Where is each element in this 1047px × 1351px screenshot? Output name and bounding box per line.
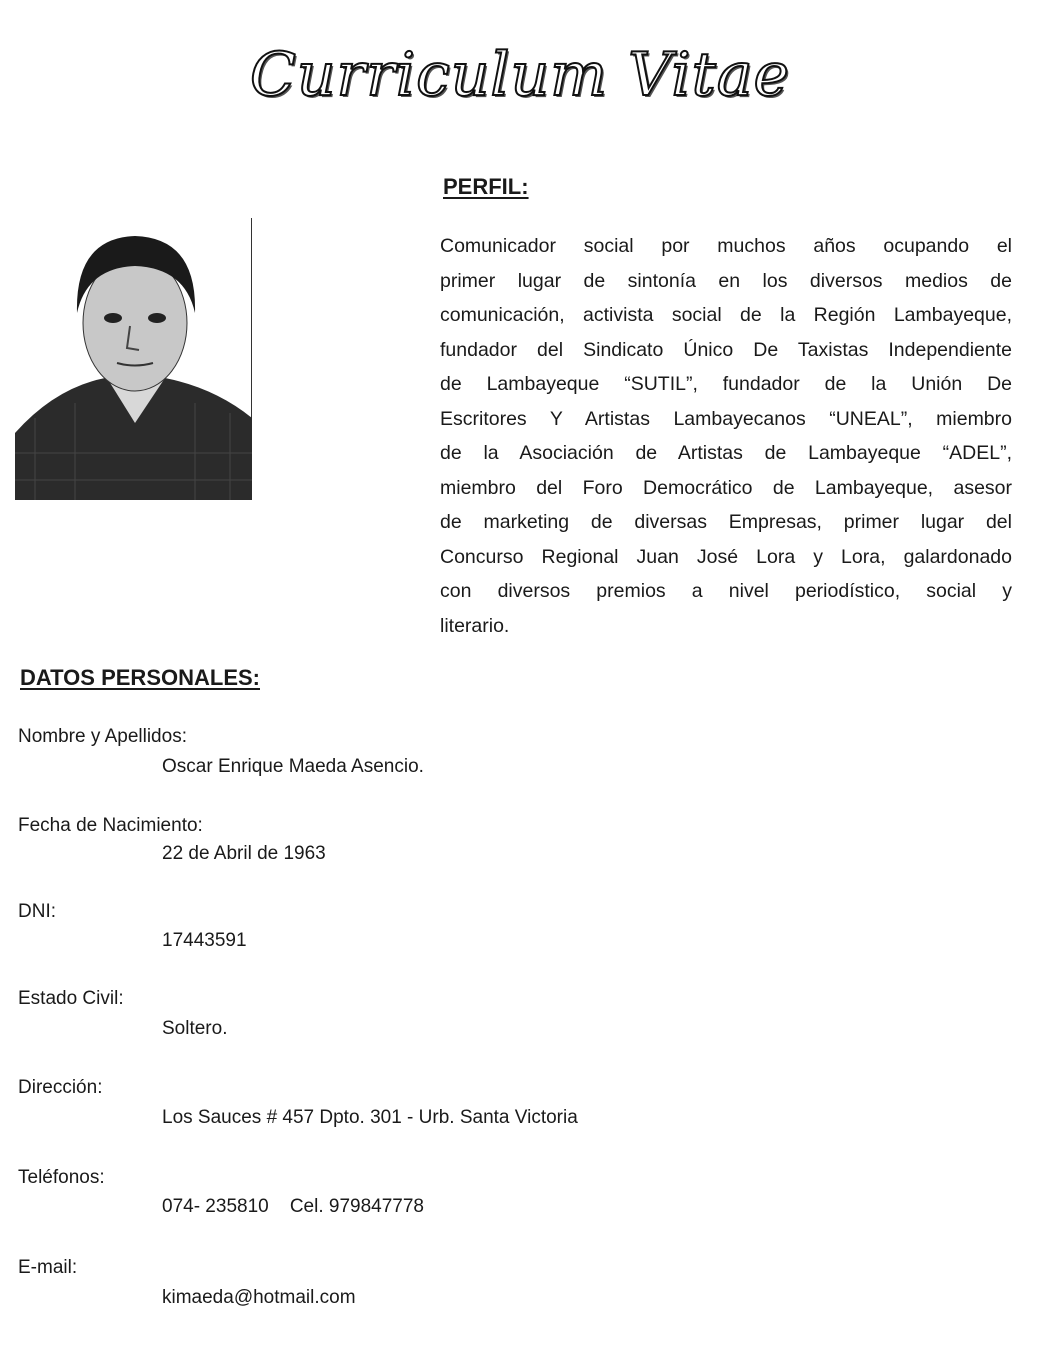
telefonos-label: Teléfonos: — [18, 1167, 105, 1188]
direccion-label: Dirección: — [18, 1077, 103, 1098]
email-label: E-mail: — [18, 1257, 78, 1278]
perfil-line: de marketing de diversas Empresas, primer lugar del — [440, 511, 1012, 533]
telefonos-value: 074- 235810 Cel. 979847778 — [162, 1196, 424, 1217]
fecha-nacimiento-value: 22 de Abril de 1963 — [162, 843, 326, 864]
nombre-value: Oscar Enrique Maeda Asencio. — [162, 756, 424, 777]
profile-photo — [15, 218, 252, 500]
perfil-line: miembro del Foro Democrático de Lambayeque, asesor — [440, 476, 1012, 499]
perfil-line: Escritores Y Artistas Lambayecanos “UNEAL”, miembro — [440, 407, 1012, 430]
perfil-line: literario. — [440, 614, 510, 637]
perfil-line: fundador del Sindicato Único De Taxistas Independiente — [440, 338, 1012, 361]
direccion-value: Los Sauces # 457 Dpto. 301 - Urb. Santa Victoria — [162, 1107, 578, 1128]
perfil-line: comunicación, activista social de la Región Lambayeque, — [440, 304, 1012, 326]
email-value: kimaeda@hotmail.com — [162, 1287, 356, 1308]
perfil-line: de la Asociación de Artistas de Lambayeque “ADEL”, — [440, 442, 1012, 464]
datos-personales-heading: DATOS PERSONALES: — [20, 665, 260, 690]
nombre-label: Nombre y Apellidos: — [18, 726, 187, 747]
perfil-line: Concurso Regional Juan José Lora y Lora, galardonado — [440, 545, 1012, 568]
dni-value: 17443591 — [162, 930, 247, 951]
document-title: Curriculum Vitae — [249, 40, 790, 110]
estado-civil-label: Estado Civil: — [18, 988, 124, 1009]
perfil-line: primer lugar de sintonía en los diversos medios de — [440, 269, 1012, 292]
perfil-heading: PERFIL: — [443, 174, 529, 199]
dni-label: DNI: — [18, 901, 56, 922]
fecha-nacimiento-label: Fecha de Nacimiento: — [18, 815, 203, 836]
perfil-line: de Lambayeque “SUTIL”, fundador de la Unión De — [440, 373, 1012, 395]
perfil-line: Comunicador social por muchos años ocupando el — [440, 235, 1012, 257]
perfil-paragraph — [440, 231, 1012, 645]
estado-civil-value: Soltero. — [162, 1018, 228, 1039]
perfil-line: con diversos premios a nivel periodístico, social y — [440, 580, 1012, 602]
